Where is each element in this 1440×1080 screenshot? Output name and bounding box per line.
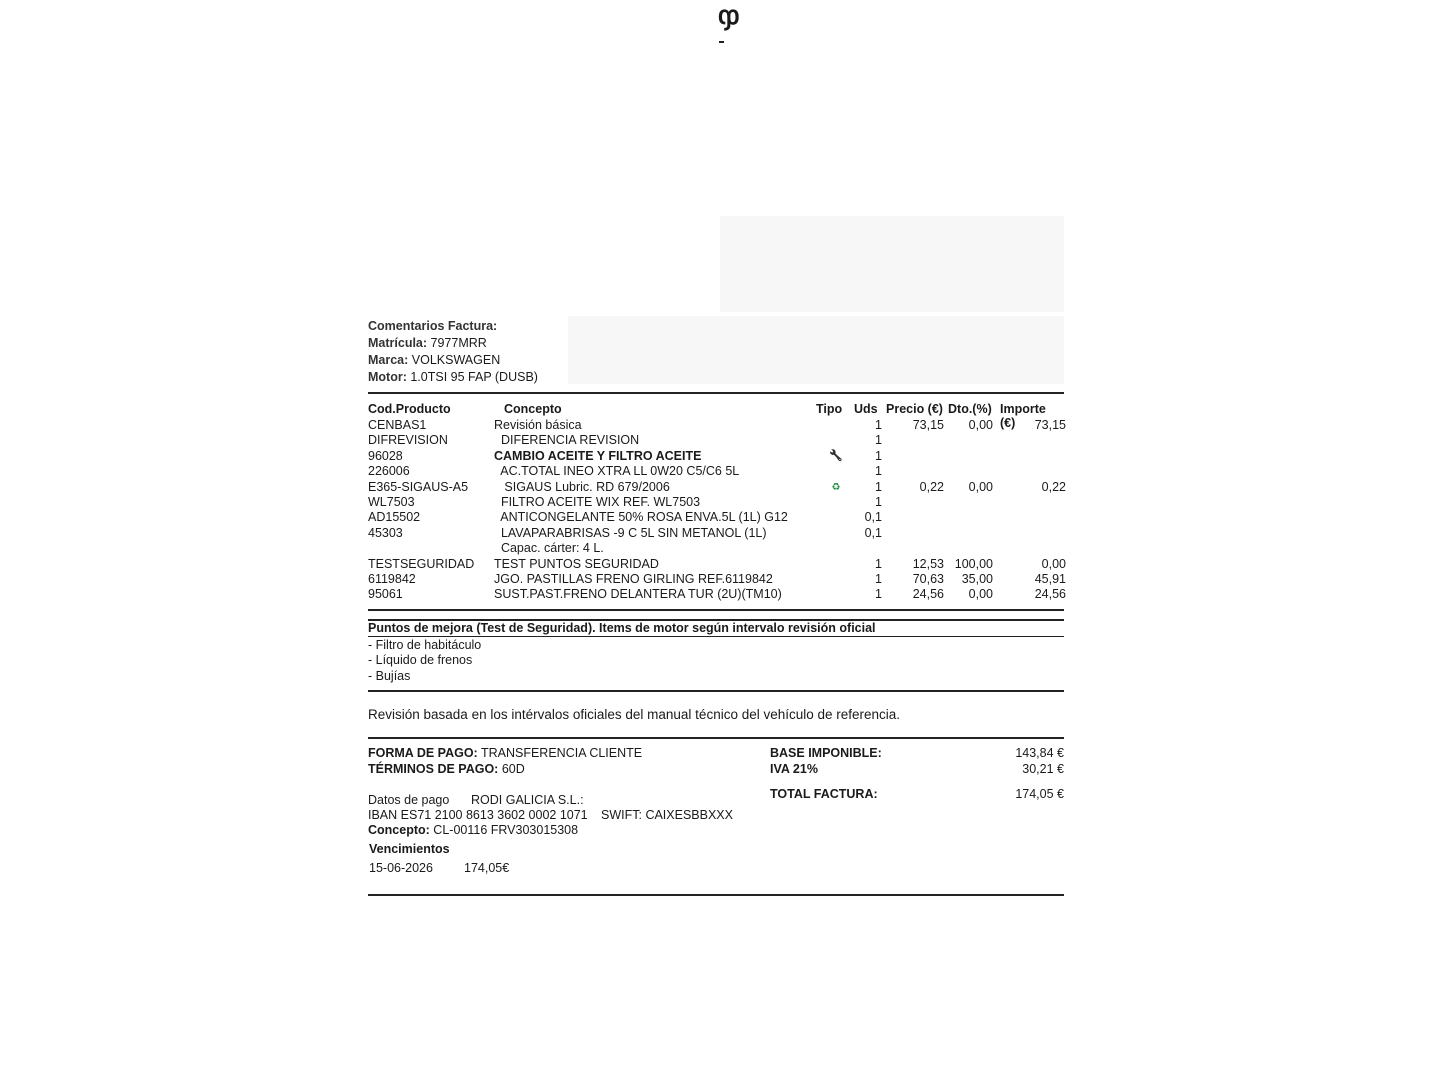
marca-label: Marca: xyxy=(368,353,409,367)
cell-dto: 0,00 xyxy=(968,418,993,432)
cell-uds: 1 xyxy=(875,556,882,571)
cell-concepto: DIFERENCIA REVISION xyxy=(494,433,640,448)
cell-dto: 0,00 xyxy=(968,587,993,602)
tipo-cell xyxy=(826,480,846,495)
cell-importe: 24,56 xyxy=(1034,587,1066,602)
cell-uds: 1 xyxy=(875,464,882,479)
cell-uds: 1 xyxy=(875,479,882,494)
table-row xyxy=(368,464,1064,479)
total-factura-value: 174,05 € xyxy=(1015,787,1064,801)
cell-cod: 45303 xyxy=(368,525,403,540)
table-row xyxy=(368,495,1064,510)
divider xyxy=(368,392,1064,394)
top-dash xyxy=(719,41,724,43)
cell-dto: 0,00 xyxy=(968,479,993,494)
cell-importe: 45,91 xyxy=(1034,571,1066,586)
iva-value: 30,21 € xyxy=(1022,762,1064,776)
marca-value: VOLKSWAGEN xyxy=(411,353,501,367)
cell-uds: 1 xyxy=(875,494,882,509)
table-row xyxy=(368,587,1064,602)
base-imponible-label: BASE IMPONIBLE: xyxy=(770,746,882,760)
cell-cod: 226006 xyxy=(368,464,410,479)
header-uds: Uds xyxy=(854,402,878,416)
table-row xyxy=(368,418,1064,433)
revision-note: Revisión basada en los intérvalos oficiales del manual técnico del vehículo de referencia. xyxy=(368,707,901,722)
cell-cod: 96028 xyxy=(368,448,403,463)
divider xyxy=(368,609,1064,611)
divider xyxy=(368,636,1064,637)
cell-concepto: Capac. cárter: 4 L. xyxy=(494,541,604,556)
invoice-page xyxy=(368,0,1064,1080)
comments-title: Comentarios Factura: xyxy=(368,319,498,333)
cell-importe: 0,00 xyxy=(1041,556,1066,571)
cell-cod: 95061 xyxy=(368,587,403,602)
cell-uds: 1 xyxy=(875,418,882,432)
cell-uds: 1 xyxy=(875,433,882,448)
divider xyxy=(368,894,1064,896)
cell-concepto: SUST.PAST.FRENO DELANTERA TUR (2U)(TM10) xyxy=(494,587,782,602)
table-row xyxy=(368,449,1064,464)
cell-cod: TESTSEGURIDAD xyxy=(368,556,475,571)
items-table xyxy=(368,402,1064,603)
header-tipo: Tipo xyxy=(816,402,843,416)
table-row xyxy=(368,480,1064,495)
cell-concepto: JGO. PASTILLAS FRENO GIRLING REF.6119842 xyxy=(494,571,773,586)
improvement-item: - Líquido de frenos xyxy=(368,653,473,668)
cell-importe: 0,22 xyxy=(1041,479,1066,494)
cell-precio: 70,63 xyxy=(912,571,944,586)
vencimiento-fecha: 15-06-2026 xyxy=(369,861,433,875)
header-importe: Importe (€) xyxy=(1000,402,1046,430)
swift: SWIFT: CAIXESBBXXX xyxy=(601,808,733,822)
table-row xyxy=(368,572,1064,587)
table-row xyxy=(368,433,1064,448)
redacted-area xyxy=(720,216,1064,312)
improvement-points xyxy=(368,620,1064,684)
vencimiento-importe: 174,05€ xyxy=(464,861,510,875)
cell-cod: E365-SIGAUS-A5 xyxy=(368,479,469,494)
cell-precio: 73,15 xyxy=(912,418,944,432)
matricula-label: Matrícula: xyxy=(368,336,428,350)
cell-uds: 1 xyxy=(875,587,882,602)
table-row xyxy=(368,510,1064,525)
empresa-name: RODI GALICIA S.L.: xyxy=(471,793,584,807)
cell-precio: 0,22 xyxy=(919,479,944,494)
cell-cod: DIFREVISION xyxy=(368,433,448,448)
tipo-cell xyxy=(826,449,846,464)
total-factura-label: TOTAL FACTURA: xyxy=(770,787,878,801)
divider xyxy=(368,690,1064,692)
improvement-item: - Filtro de habitáculo xyxy=(368,638,482,652)
cell-cod: AD15502 xyxy=(368,510,421,525)
forma-pago-value: TRANSFERENCIA CLIENTE xyxy=(480,746,643,760)
table-row xyxy=(368,526,1064,541)
cell-dto: 100,00 xyxy=(954,556,993,571)
items-table-body xyxy=(368,418,1064,603)
iva-label: IVA 21% xyxy=(770,762,818,776)
header-concepto: Concepto xyxy=(504,402,562,416)
concepto-value: CL-00116 FRV303015308 xyxy=(433,823,579,837)
cell-concepto: CAMBIO ACEITE Y FILTRO ACEITE xyxy=(494,448,702,463)
vencimientos-label: Vencimientos xyxy=(369,842,450,856)
top-logo-fragment: ჶ xyxy=(718,0,740,30)
iban: IBAN ES71 2100 8613 3602 0002 1071 xyxy=(368,808,588,822)
divider xyxy=(368,737,1064,739)
cell-dto: 35,00 xyxy=(961,571,993,586)
cell-uds: 0,1 xyxy=(864,510,882,525)
cell-concepto: SIGAUS Lubric. RD 679/2006 xyxy=(494,479,670,494)
cell-concepto: AC.TOTAL INEO XTRA LL 0W20 C5/C6 5L xyxy=(494,464,740,479)
cell-concepto: Revisión básica xyxy=(494,418,582,432)
table-row xyxy=(368,557,1064,572)
matricula-value: 7977MRR xyxy=(430,336,487,350)
terminos-pago-value: 60D xyxy=(501,762,525,776)
cell-importe: 73,15 xyxy=(1034,418,1066,432)
cell-concepto: TEST PUNTOS SEGURIDAD xyxy=(494,556,659,571)
datos-pago-label: Datos de pago xyxy=(368,793,450,807)
cell-precio: 12,53 xyxy=(912,556,944,571)
cell-uds: 1 xyxy=(875,448,882,463)
improvement-title: Puntos de mejora (Test de Seguridad). Items de motor según intervalo revisión oficial xyxy=(368,621,876,635)
forma-pago-label: FORMA DE PAGO: xyxy=(368,746,478,760)
motor-label: Motor: xyxy=(368,370,407,384)
cell-uds: 0,1 xyxy=(864,525,882,540)
concepto-label: Concepto: xyxy=(368,823,430,837)
cell-concepto: LAVAPARABRISAS -9 C 5L SIN METANOL (1L) xyxy=(494,525,767,540)
header-dto: Dto.(%) xyxy=(948,402,992,416)
invoice-comments xyxy=(368,318,1064,388)
header-precio: Precio (€) xyxy=(886,402,943,416)
improvement-item: - Bujías xyxy=(368,668,411,683)
motor-value: 1.0TSI 95 FAP (DUSB) xyxy=(410,370,538,384)
terminos-pago-label: TÉRMINOS DE PAGO: xyxy=(368,762,499,776)
cell-precio: 24,56 xyxy=(912,587,944,602)
cell-cod: 6119842 xyxy=(368,571,416,586)
cell-concepto: ANTICONGELANTE 50% ROSA ENVA.5L (1L) G12 xyxy=(494,510,788,525)
cell-concepto: FILTRO ACEITE WIX REF. WL7503 xyxy=(494,494,701,509)
cell-cod: CENBAS1 xyxy=(368,418,427,432)
recycle-icon: ♻ xyxy=(831,481,841,493)
table-row xyxy=(368,541,1064,556)
cell-uds: 1 xyxy=(875,571,882,586)
wrench-icon: 🔧 xyxy=(829,449,843,462)
base-imponible-value: 143,84 € xyxy=(1015,746,1064,760)
cell-cod: WL7503 xyxy=(368,494,415,509)
header-cod: Cod.Producto xyxy=(368,402,451,416)
